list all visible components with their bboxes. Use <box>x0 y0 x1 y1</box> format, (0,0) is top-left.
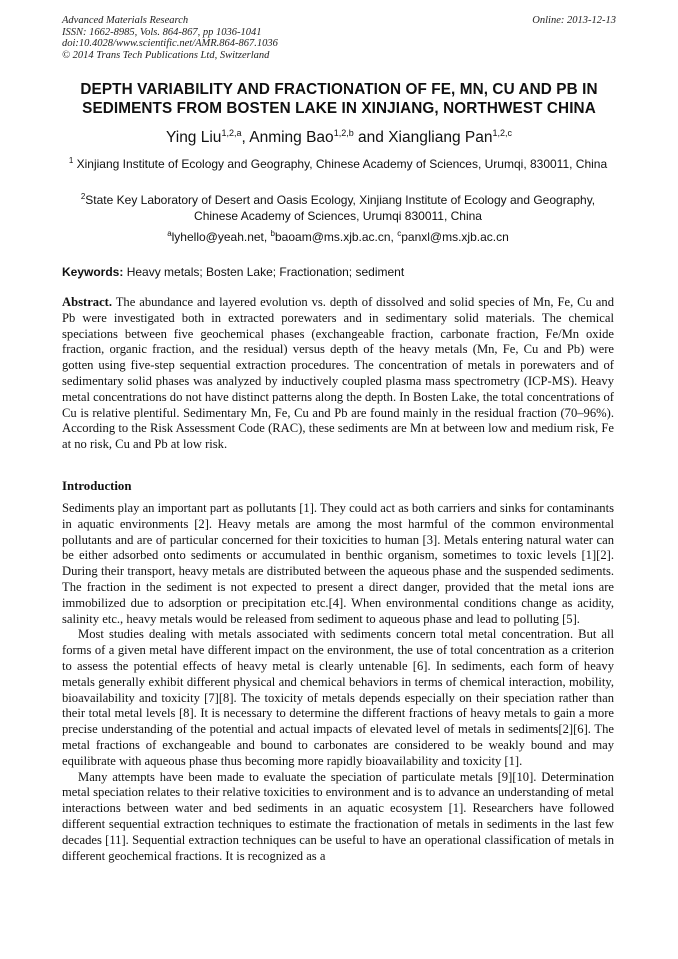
affiliation-1 <box>58 157 618 173</box>
affiliation-number: 2 <box>80 192 86 201</box>
author-separator: and <box>353 129 389 146</box>
author-affiliation-marker: 1,2,c <box>492 128 512 138</box>
copyright-line: © 2014 Trans Tech Publications Ltd, Switzerland <box>62 49 270 61</box>
journal-header <box>62 15 618 61</box>
affiliation-2 <box>58 193 618 224</box>
abstract <box>62 295 614 453</box>
author-name: Xiangliang Pan <box>388 129 493 146</box>
author-separator: , <box>241 129 250 146</box>
author-list <box>40 128 638 148</box>
abstract-text: The abundance and layered evolution vs. depth of dissolved and solid species of Mn, Fe, Cu and Pb were investigated both in extracted porewaters and in sedimentary solid materials. The chemical speciations between five geochemical phases (exchangeable fraction, carbonate fraction, Fe/Mn oxide fraction, organic fraction, and the residual) versus depth of the heavy metals (Mn, Fe, Cu and Pb) were gotten using five-step sequential extraction procedures. The concentration of metals in porewaters and of sedimentary solid phases was analyzed by inductively coupled plasma mass spectrometry (ICP-MS). Heavy metal concentrations do not have distinct patterns along the depth. In Bosten Lake, the total concentrations of Cu is relative plentiful. Sedimentary Mn, Fe, Cu and Pb are found mainly in the residual fraction (70–96%). According to the Risk Assessment Code (RAC), these sediments are Mn at between low and medium risk, Fe at no risk, Cu and Pb at low risk. <box>62 295 614 452</box>
keywords <box>62 265 618 280</box>
abstract-label: Abstract. <box>62 295 113 309</box>
journal-name: Advanced Materials Research <box>62 15 189 26</box>
keywords-label: Keywords: <box>62 265 124 279</box>
email-marker: c <box>397 229 402 238</box>
keywords-text: Heavy metals; Bosten Lake; Fractionation; sediment <box>123 265 405 279</box>
paper-title <box>40 80 638 118</box>
doi-line[interactable]: doi:10.4028/www.scientific.net/AMR.864-867.1036 <box>62 38 278 49</box>
affiliation-text: State Key Laboratory of Desert and Oasis Ecology, Xinjiang Institute of Ecology and Geography, Chinese Academy of Sciences, Urumqi 830011, China <box>85 193 596 223</box>
author-name: Anming Bao <box>249 129 334 146</box>
email-link[interactable]: baoam@ms.xjb.ac.cn, <box>275 230 398 244</box>
issn-line: ISSN: 1662-8985, Vols. 864-867, pp 1036-1041 <box>62 26 262 38</box>
title-line-2: SEDIMENTS FROM BOSTEN LAKE IN XINJIANG, NORTHWEST CHINA <box>82 100 596 117</box>
paragraph: Many attempts have been made to evaluate the speciation of particulate metals [9][10]. Determination metal speciation relates to their relative toxicities to environment and is to advance an understanding of metal interactions between water and bed sediments in an aquatic ecosystem [1]. Researchers have followed different sequential extraction techniques to estimate the fractionation of metals in sediments in the last few decades [11]. Sequential extraction techniques can be useful to have an operational classification of metals in different geochemical fractions. It is recognized as a <box>62 769 614 863</box>
introduction-body <box>62 501 614 864</box>
introduction-heading: Introduction <box>62 479 132 493</box>
email-marker: b <box>270 229 275 238</box>
email-marker: a <box>167 229 172 238</box>
paragraph: Most studies dealing with metals associated with sediments concern total metal concentration. But all forms of a given metal have different impact on the environment, the use of total concentration as a criterion to assess the potential effects of heavy metal is clearly untenable [6]. In sediments, each form of heavy metals generally exhibit different physical and chemical behaviors in terms of chemical interaction, mobility, bioavailability and toxicity [7][8]. The toxicity of metals depends especially on their speciation rather than their total metal levels [8]. It is necessary to determine the different fractions of heavy metals to gain a more precise understanding of the potential and actual impacts of elevated level of metals in sediments[2][6]. The metal fractions of exchangeable and bound to carbonates are considered to be weakly bound and may equilibrate with aqueous phase thus becoming more rapidly bioavailability and toxicity [1]. <box>62 627 614 768</box>
title-line-1: DEPTH VARIABILITY AND FRACTIONATION OF FE, MN, CU AND PB IN <box>80 81 598 98</box>
email-list <box>58 230 618 246</box>
email-link[interactable]: lyhello@yeah.net, <box>171 230 271 244</box>
affiliation-text: Xinjiang Institute of Ecology and Geography, Chinese Academy of Sciences, Urumqi, 830011, China <box>76 157 608 171</box>
email-link[interactable]: panxl@ms.xjb.ac.cn <box>401 230 509 244</box>
online-date: Online: 2013-12-13 <box>532 15 616 26</box>
affiliation-number: 1 <box>68 156 74 165</box>
author-affiliation-marker: 1,2,b <box>333 128 354 138</box>
author-affiliation-marker: 1,2,a <box>221 128 242 138</box>
paragraph: Sediments play an important part as pollutants [1]. They could act as both carriers and sinks for contaminants in aquatic environments [2]. Heavy metals are among the most harmful of the common environmental pollutants and are of particular concerned for their toxicities to human [3]. Metals entering natural water can be either adsorbed onto sediments or accumulated in benthic organism, sometimes to toxic levels [1][2]. During their transport, heavy metals are distributed between the aqueous phase and the suspended sediments. The fraction in the sediment is not expected to present a direct danger, provided that the metal ions are immobilized due to adsorption or precipitation etc.[4]. When environmental conditions change as acidity, salinity etc., heavy metals would be released from sediment to aqueous phase and lead to polluting [5]. <box>62 501 614 626</box>
author-name: Ying Liu <box>165 129 222 146</box>
